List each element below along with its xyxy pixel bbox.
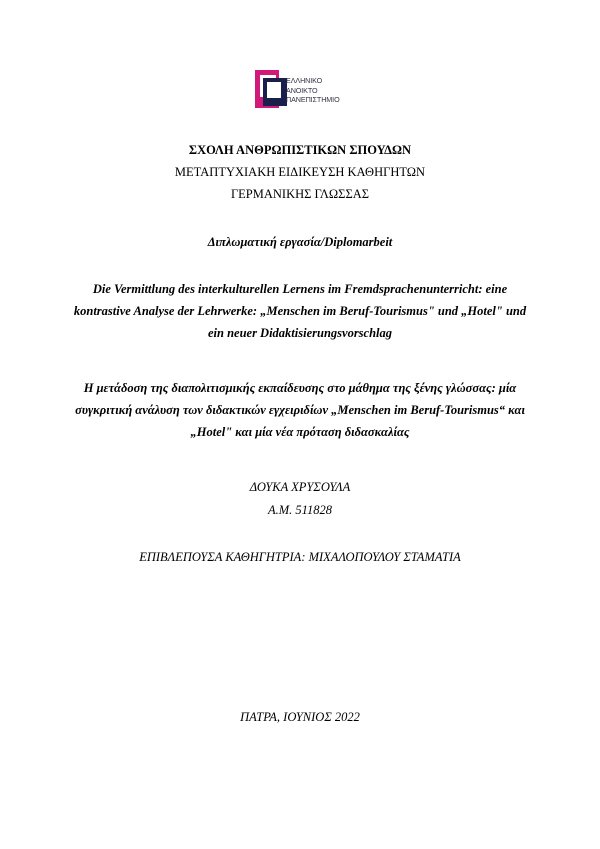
author-name: ΔΟΥΚΑ ΧΡΥΣΟΥΛΑ bbox=[249, 480, 351, 494]
title-german-line-3: ein neuer Didaktisierungsvorschlag bbox=[207, 326, 393, 340]
place-date: ΠΑΤΡΑ, ΙΟΥΝΙΟΣ 2022 bbox=[240, 710, 360, 724]
student-id: Α.Μ. 511828 bbox=[268, 503, 332, 517]
title-greek-line-2: συγκριτική ανάλυση των διδακτικών εγχειριδίων „Menschen im Beruf-Tourismus“ και bbox=[75, 403, 525, 417]
title-german-line-1: Die Vermittlung des interkulturellen Lernens im Fremdsprachenunterricht: eine bbox=[92, 282, 508, 296]
title-greek-line-3: „Hotel" και μία νέα πρόταση διδασκαλίας bbox=[190, 425, 410, 439]
title-greek-line-1: Η μετάδοση της διαπολιτισμικής εκπαίδευσης στο μάθημα της ξένης γλώσσας: μία bbox=[83, 381, 517, 395]
school-name: ΣΧΟΛΗ ΑΝΘΡΩΠΙΣΤΙΚΩΝ ΣΠΟΥΔΩΝ bbox=[188, 143, 412, 157]
program-line-2: ΓΕΡΜΑΝΙΚΗΣ ΓΛΩΣΣΑΣ bbox=[230, 187, 370, 201]
university-logo bbox=[255, 70, 355, 110]
title-german-line-2: kontrastive Analyse der Lehrwerke: „Menschen im Beruf-Tourismus" und „Hotel" und bbox=[73, 304, 527, 318]
university-logo-icon bbox=[255, 70, 287, 108]
thesis-type: Διπλωματική εργασία/Diplomarbeit bbox=[207, 235, 393, 249]
logo-line: ΕΛΛΗΝΙΚΟ bbox=[286, 76, 323, 85]
supervisor: ΕΠΙΒΛΕΠΟΥΣΑ ΚΑΘΗΓΗΤΡΙΑ: ΜΙΧΑΛΟΠΟΥΛΟΥ ΣΤΑΜΑΤΙΑ bbox=[139, 550, 461, 564]
program-line-1: ΜΕΤΑΠΤΥΧΙΑΚΗ ΕΙΔΙΚΕΥΣΗ ΚΑΘΗΓΗΤΩΝ bbox=[174, 165, 426, 179]
logo-line: ΠΑΝΕΠΙΣΤΗΜΙΟ bbox=[286, 95, 340, 105]
university-logo-text bbox=[286, 76, 340, 105]
logo-line: ΑΝΟΙΚΤΟ bbox=[286, 85, 318, 95]
